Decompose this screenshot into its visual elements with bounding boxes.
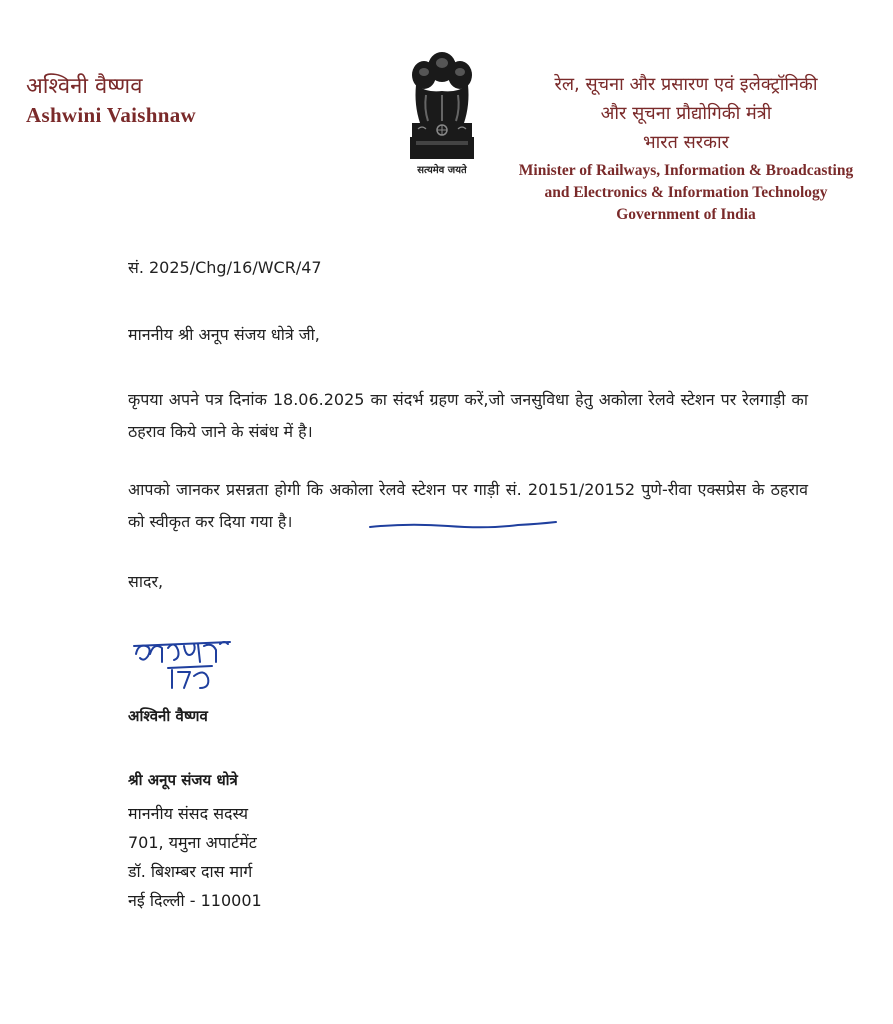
minister-name-hindi: अश्विनी वैष्णव — [26, 74, 143, 99]
title-english-line1: Minister of Railways, Information & Broadcasting — [518, 162, 854, 179]
title-english-line3: Government of India — [616, 206, 756, 223]
reference-number: सं. 2025/Chg/16/WCR/47 — [128, 258, 322, 277]
paragraph-1: कृपया अपने पत्र दिनांक 18.06.2025 का संदर्भ ग्रहण करें,जो जनसुविधा हेतु अकोला रेलवे स्टेशन पर रेलगाड़ी का ठहराव किये जाने के संबंध में है। — [128, 390, 808, 441]
recipient-address-line3: नई दिल्ली - 110001 — [128, 891, 262, 910]
national-emblem-icon — [402, 45, 482, 180]
salutation: माननीय श्री अनूप संजय धोत्रे जी, — [128, 325, 320, 344]
recipient-address-line1: 701, यमुना अपार्टमेंट — [128, 833, 257, 852]
handwritten-underline — [368, 519, 558, 533]
recipient-designation: माननीय संसद सदस्य — [128, 804, 249, 823]
title-hindi-line3: भारत सरकार — [642, 132, 730, 153]
title-english-line2: and Electronics & Information Technology — [544, 184, 828, 201]
handwritten-signature — [132, 632, 242, 694]
minister-name-english: Ashwini Vaishnaw — [26, 103, 196, 127]
recipient-address-line2: डॉ. बिशम्बर दास मार्ग — [128, 862, 253, 881]
signatory-name: अश्विनी वैष्णव — [128, 707, 208, 725]
recipient-name: श्री अनूप संजय धोत्रे — [128, 771, 238, 789]
paragraph-2: आपको जानकर प्रसन्नता होगी कि अकोला रेलवे स्टेशन पर गाड़ी सं. 20151/20152 पुणे-रीवा एक्सप्रेस के ठहराव को स्वीकृत कर दिया गया है। — [128, 480, 808, 531]
closing: सादर, — [128, 572, 164, 591]
emblem-motto: सत्यमेव जयते — [417, 165, 467, 176]
title-hindi-line1: रेल, सूचना और प्रसारण एवं इलेक्ट्रॉनिकी — [554, 74, 818, 95]
title-hindi-line2: और सूचना प्रौद्योगिकी मंत्री — [600, 103, 772, 124]
